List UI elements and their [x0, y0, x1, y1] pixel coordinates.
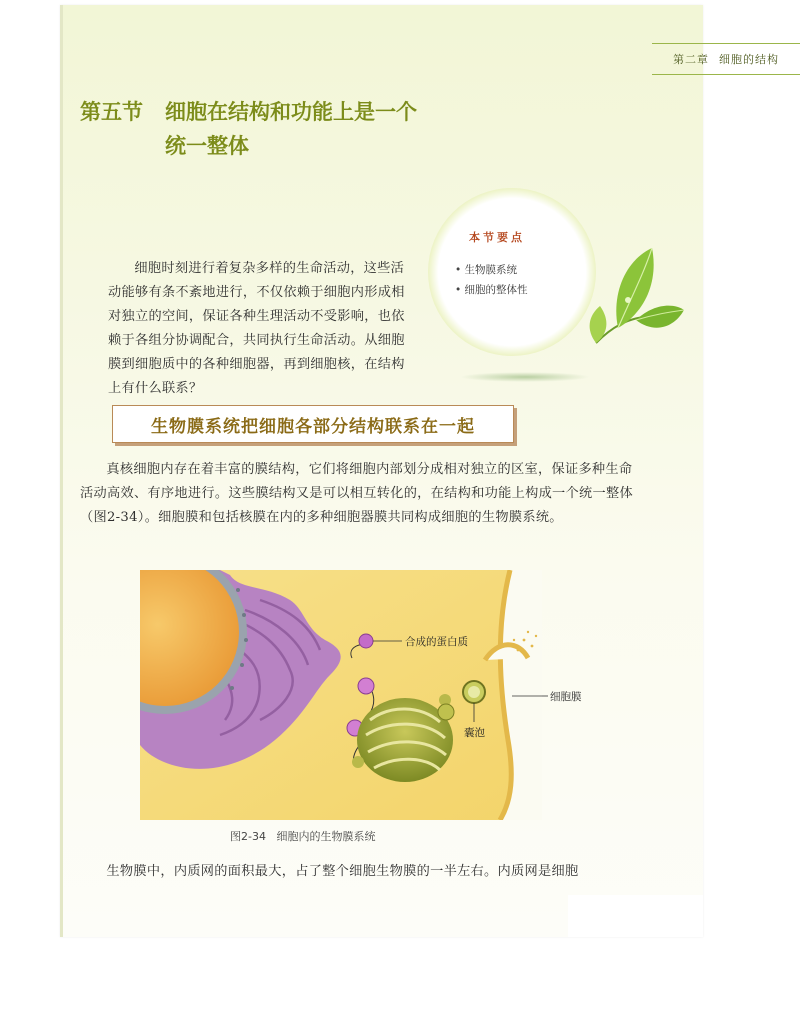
key-points-title: 本节要点 — [469, 231, 525, 244]
intro-paragraph: 细胞时刻进行着复杂多样的生命活动，这些活动能够有条不紊地进行，不仅依赖于细胞内形成相对独立的空间，保证各种生理活动不受影响，也依赖于各组分协调配合，共同执行生命活动。从细胞膜到细胞质中的各种细胞器，再到细胞核，在结构上有什么联系？ — [108, 261, 405, 396]
vesicle — [438, 704, 454, 720]
figure-caption — [230, 828, 375, 844]
leaves-illustration — [556, 248, 684, 358]
page-edge — [60, 5, 63, 937]
transport-vesicle — [358, 678, 374, 694]
section-number: 第五节 — [80, 100, 143, 124]
label-cell-membrane: 细胞膜 — [550, 691, 582, 703]
body-paragraph: 真核细胞内存在着丰富的膜结构，它们将细胞内部划分成相对独立的区室，保证多种生命活动高效、有序地进行。这些膜结构又是可以相互转化的，在结构和功能上构成一个统一整体（图2-34）。细胞膜和包括核膜在内的多种细胞器膜共同构成细胞的生物膜系统。 — [80, 462, 633, 525]
bottom-paragraph: 生物膜中，内质网的面积最大，占了整个细胞生物膜的一半左右。内质网是细胞 — [106, 864, 579, 879]
key-point-item: • 生物膜系统 — [455, 260, 528, 280]
protein-vesicle — [359, 634, 373, 648]
key-points-shadow — [460, 372, 590, 382]
figure-number: 图2-34 — [230, 830, 266, 843]
membrane-label-box — [542, 686, 602, 706]
page-corner-blank — [568, 895, 703, 937]
chapter-title: 细胞的结构 — [719, 53, 779, 66]
subsection-title: 生物膜系统把细胞各部分结构联系在一起 — [151, 416, 475, 437]
figure-title: 细胞内的生物膜系统 — [276, 830, 376, 843]
section-title — [80, 95, 440, 163]
subsection-banner — [112, 405, 514, 443]
label-synthesized-protein: 合成的蛋白质 — [405, 636, 468, 648]
key-points-list — [455, 260, 528, 300]
chapter-number: 第二章 — [673, 53, 709, 66]
section-title-line1: 细胞在结构和功能上是一个 — [165, 100, 417, 124]
section-title-line2: 统一整体 — [165, 134, 249, 158]
membrane-system-figure — [140, 570, 542, 820]
key-point-item: • 细胞的整体性 — [455, 280, 528, 300]
label-vesicle: 囊泡 — [464, 727, 485, 739]
chapter-header — [652, 43, 800, 75]
